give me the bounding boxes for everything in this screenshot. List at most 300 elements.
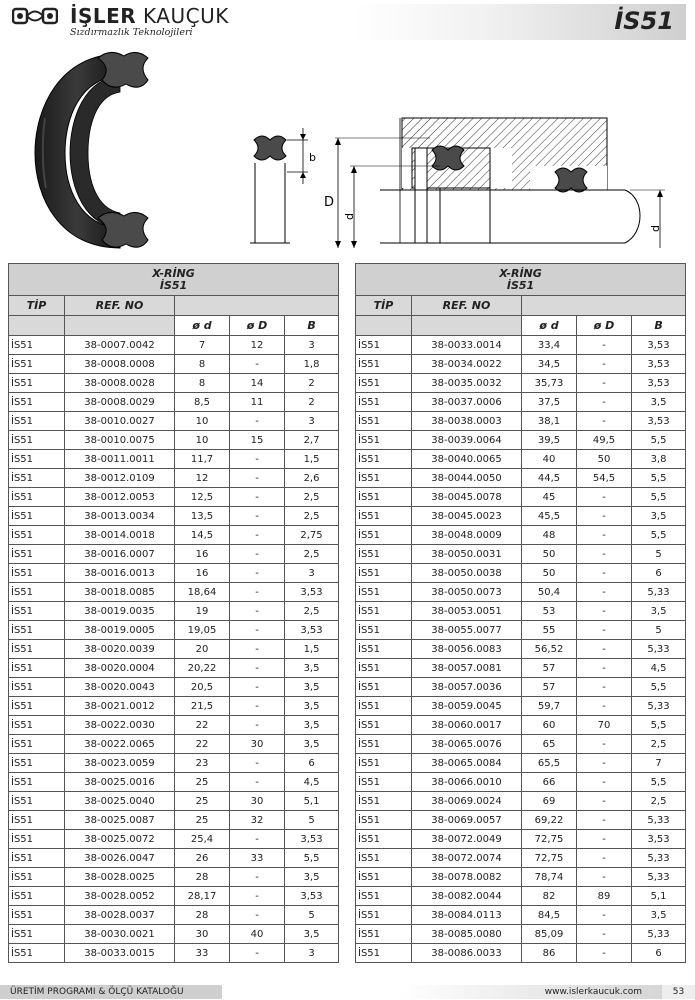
company-logo [12,4,229,42]
cell-outer-diameter: 33 [230,849,285,868]
cell-ref-no: 38-0023.0059 [65,754,175,773]
cell-inner-diameter: 19,05 [175,621,230,640]
cell-outer-diameter: 12 [230,336,285,355]
cell-ref-no: 38-0025.0040 [65,792,175,811]
cell-inner-diameter: 44,5 [522,469,577,488]
cell-inner-diameter: 8 [175,374,230,393]
table-row [356,355,686,374]
cell-outer-diameter: 32 [230,811,285,830]
table-row [9,602,339,621]
cell-inner-diameter: 69 [522,792,577,811]
table-title-line1: X-RİNG [499,266,542,280]
cell-width: 3,5 [285,925,339,944]
cell-outer-diameter: 14 [230,374,285,393]
cell-tip: İS51 [356,355,412,374]
cell-ref-no: 38-0033.0014 [412,336,522,355]
cell-ref-no: 38-0008.0029 [65,393,175,412]
cell-width: 2,5 [285,545,339,564]
cell-outer-diameter: - [577,811,632,830]
cell-ref-no: 38-0039.0064 [412,431,522,450]
cell-width: 2,6 [285,469,339,488]
dimension-D-label: D [324,195,335,210]
cell-width: 3,53 [632,412,686,431]
cell-ref-no: 38-0053.0051 [412,602,522,621]
table-row [356,583,686,602]
cell-ref-no: 38-0019.0035 [65,602,175,621]
cell-width: 5,5 [632,678,686,697]
cell-ref-no: 38-0057.0081 [412,659,522,678]
table-row [356,830,686,849]
table-row [356,621,686,640]
cell-width: 2,5 [632,735,686,754]
cell-outer-diameter: - [577,621,632,640]
cell-ref-no: 38-0010.0075 [65,431,175,450]
cell-outer-diameter: 49,5 [577,431,632,450]
cell-ref-no: 38-0044.0050 [412,469,522,488]
table-row [9,336,339,355]
cell-outer-diameter: - [230,697,285,716]
table-row [9,944,339,963]
cell-tip: İS51 [356,412,412,431]
table-row [356,564,686,583]
cell-inner-diameter: 33,4 [522,336,577,355]
cell-width: 1,8 [285,355,339,374]
cell-tip: İS51 [356,640,412,659]
cell-width: 5,33 [632,697,686,716]
cell-inner-diameter: 20,5 [175,678,230,697]
cell-width: 2 [285,374,339,393]
cell-inner-diameter: 72,75 [522,849,577,868]
cell-width: 3 [285,564,339,583]
cell-width: 1,5 [285,450,339,469]
cell-inner-diameter: 57 [522,659,577,678]
cell-ref-no: 38-0008.0028 [65,374,175,393]
cell-outer-diameter: - [577,735,632,754]
dimension-b-label: b [309,151,316,164]
cell-tip: İS51 [9,488,65,507]
x-ring-3d-render [35,52,148,248]
cell-ref-no: 38-0050.0038 [412,564,522,583]
table-row [9,811,339,830]
table-title-line2: İS51 [506,278,535,292]
cell-outer-diameter: - [577,944,632,963]
cell-tip: İS51 [9,450,65,469]
table-row [9,431,339,450]
cell-tip: İS51 [9,526,65,545]
cell-inner-diameter: 59,7 [522,697,577,716]
table-row [9,925,339,944]
cell-tip: İS51 [9,583,65,602]
cell-tip: İS51 [356,697,412,716]
cell-width: 5,5 [285,849,339,868]
table-subheader-row [9,316,339,336]
cell-outer-diameter: - [577,374,632,393]
assembly-drawing [324,118,665,248]
table-row [356,906,686,925]
cell-inner-diameter: 23 [175,754,230,773]
page-header [0,0,695,44]
cell-inner-diameter: 28 [175,868,230,887]
cell-tip: İS51 [9,906,65,925]
cell-ref-no: 38-0028.0025 [65,868,175,887]
table-row [356,336,686,355]
footer-catalog-title: ÜRETİM PROGRAMI & ÖLÇÜ KATALOĞU [0,985,222,999]
cell-tip: İS51 [9,393,65,412]
cell-ref-no: 38-0008.0008 [65,355,175,374]
right-spec-table [355,263,686,963]
cell-ref-no: 38-0010.0027 [65,412,175,431]
cell-outer-diameter: - [230,640,285,659]
table-row [9,450,339,469]
cell-width: 2 [285,393,339,412]
cell-outer-diameter: 30 [230,735,285,754]
cell-ref-no: 38-0016.0007 [65,545,175,564]
cell-width: 3,5 [632,906,686,925]
cell-outer-diameter: - [577,773,632,792]
col-header-blank [175,296,339,316]
cell-outer-diameter: - [577,830,632,849]
cell-inner-diameter: 30 [175,925,230,944]
cell-inner-diameter: 13,5 [175,507,230,526]
table-row [356,450,686,469]
cell-inner-diameter: 12 [175,469,230,488]
cell-outer-diameter: - [577,906,632,925]
cell-tip: İS51 [356,925,412,944]
cell-tip: İS51 [9,336,65,355]
table-row [9,830,339,849]
cell-inner-diameter: 8 [175,355,230,374]
cell-outer-diameter: - [577,678,632,697]
cell-tip: İS51 [356,621,412,640]
cell-width: 3,5 [285,716,339,735]
cell-inner-diameter: 20,22 [175,659,230,678]
cell-ref-no: 38-0084.0113 [412,906,522,925]
cell-inner-diameter: 34,5 [522,355,577,374]
cell-outer-diameter: - [577,526,632,545]
table-row [356,773,686,792]
cell-tip: İS51 [356,716,412,735]
cell-ref-no: 38-0016.0013 [65,564,175,583]
cell-outer-diameter: - [230,450,285,469]
table-row [9,564,339,583]
cell-ref-no: 38-0055.0077 [412,621,522,640]
cell-outer-diameter: - [230,716,285,735]
cell-tip: İS51 [9,735,65,754]
cell-tip: İS51 [356,754,412,773]
cell-tip: İS51 [356,393,412,412]
table-row [9,488,339,507]
cell-width: 5 [632,545,686,564]
cell-outer-diameter: - [577,545,632,564]
table-row [356,716,686,735]
table-row [356,545,686,564]
cell-outer-diameter: - [230,564,285,583]
cell-inner-diameter: 7 [175,336,230,355]
cell-inner-diameter: 72,75 [522,830,577,849]
cell-tip: İS51 [9,431,65,450]
cell-inner-diameter: 35,73 [522,374,577,393]
cell-outer-diameter: - [577,697,632,716]
cell-outer-diameter: - [577,754,632,773]
sub-blank [412,316,522,336]
cell-inner-diameter: 38,1 [522,412,577,431]
cell-ref-no: 38-0038.0003 [412,412,522,431]
cell-tip: İS51 [9,621,65,640]
cell-inner-diameter: 84,5 [522,906,577,925]
table-row [356,754,686,773]
table-header-row [356,296,686,316]
table-row [9,393,339,412]
cell-ref-no: 38-0072.0074 [412,849,522,868]
table-row [356,526,686,545]
dimension-d-label: d [343,213,356,220]
cell-width: 3,5 [632,393,686,412]
cell-ref-no: 38-0025.0087 [65,811,175,830]
cell-width: 7 [632,754,686,773]
cell-width: 3,53 [632,374,686,393]
cell-outer-diameter: 40 [230,925,285,944]
cell-outer-diameter: - [230,678,285,697]
cell-tip: İS51 [356,887,412,906]
cell-tip: İS51 [9,849,65,868]
cell-tip: İS51 [9,868,65,887]
cell-inner-diameter: 55 [522,621,577,640]
brand-tagline: Sızdırmazlık Teknolojileri [70,27,193,38]
cell-inner-diameter: 39,5 [522,431,577,450]
table-row [356,811,686,830]
table-row [356,944,686,963]
cell-inner-diameter: 28,17 [175,887,230,906]
table-row [9,906,339,925]
cell-ref-no: 38-0050.0031 [412,545,522,564]
cell-width: 3,5 [285,697,339,716]
cell-tip: İS51 [9,887,65,906]
logo-mark-icon [12,6,58,26]
cell-outer-diameter: - [577,412,632,431]
cell-width: 2,5 [285,507,339,526]
table-row [356,393,686,412]
cell-width: 3,5 [285,678,339,697]
cell-inner-diameter: 48 [522,526,577,545]
cell-width: 5,33 [632,925,686,944]
table-row [9,412,339,431]
cell-inner-diameter: 60 [522,716,577,735]
cell-outer-diameter: - [577,507,632,526]
cell-ref-no: 38-0069.0057 [412,811,522,830]
product-code-title: İS51 [614,7,674,35]
table-row [9,621,339,640]
cell-ref-no: 38-0011.0011 [65,450,175,469]
table-row [356,849,686,868]
cell-outer-diameter: - [230,887,285,906]
cell-width: 5,1 [632,887,686,906]
table-row [356,374,686,393]
table-row [356,735,686,754]
table-title-line2: İS51 [159,278,188,292]
cell-ref-no: 38-0020.0039 [65,640,175,659]
cell-width: 4,5 [285,773,339,792]
table-title [356,264,686,296]
cell-inner-diameter: 37,5 [522,393,577,412]
cell-tip: İS51 [9,830,65,849]
sub-blank [65,316,175,336]
col-header-d: ø d [522,316,577,336]
cell-outer-diameter: - [230,773,285,792]
cell-outer-diameter: - [230,412,285,431]
cell-tip: İS51 [356,431,412,450]
cell-inner-diameter: 22 [175,716,230,735]
cell-inner-diameter: 20 [175,640,230,659]
table-row [9,678,339,697]
cell-inner-diameter: 16 [175,564,230,583]
cell-outer-diameter: - [230,583,285,602]
cell-inner-diameter: 25,4 [175,830,230,849]
cell-width: 5,1 [285,792,339,811]
brand-name-rest: KAUÇUK [143,4,229,28]
cell-tip: İS51 [356,526,412,545]
cell-tip: İS51 [9,925,65,944]
cell-tip: İS51 [356,868,412,887]
cell-inner-diameter: 33 [175,944,230,963]
table-title-row [9,264,339,296]
footer-website[interactable]: www.islerkaucuk.com [400,985,662,999]
cell-tip: İS51 [9,640,65,659]
cell-inner-diameter: 8,5 [175,393,230,412]
cell-ref-no: 38-0028.0037 [65,906,175,925]
cell-tip: İS51 [356,602,412,621]
table-row [356,887,686,906]
cell-inner-diameter: 85,09 [522,925,577,944]
cell-inner-diameter: 82 [522,887,577,906]
cell-ref-no: 38-0086.0033 [412,944,522,963]
cell-width: 2,7 [285,431,339,450]
cell-width: 3,5 [285,868,339,887]
cell-ref-no: 38-0012.0053 [65,488,175,507]
cell-ref-no: 38-0085.0080 [412,925,522,944]
table-title [9,264,339,296]
cell-width: 3,53 [285,887,339,906]
cell-width: 4,5 [632,659,686,678]
table-row [9,716,339,735]
dimension-d-right-label: d [649,225,662,232]
cell-ref-no: 38-0066.0010 [412,773,522,792]
table-title-row [356,264,686,296]
left-table-body [9,336,339,963]
table-row [9,545,339,564]
cell-tip: İS51 [356,488,412,507]
cell-outer-diameter: - [577,583,632,602]
cell-inner-diameter: 66 [522,773,577,792]
table-row [9,887,339,906]
cell-inner-diameter: 25 [175,773,230,792]
cell-tip: İS51 [356,830,412,849]
cell-tip: İS51 [9,507,65,526]
page-number: 53 [662,985,695,999]
cell-ref-no: 38-0030.0021 [65,925,175,944]
cell-inner-diameter: 16 [175,545,230,564]
cell-ref-no: 38-0069.0024 [412,792,522,811]
cell-ref-no: 38-0025.0072 [65,830,175,849]
cell-tip: İS51 [9,469,65,488]
cell-tip: İS51 [9,659,65,678]
cell-tip: İS51 [356,336,412,355]
cell-outer-diameter: - [230,526,285,545]
cell-inner-diameter: 86 [522,944,577,963]
cell-tip: İS51 [356,792,412,811]
cell-tip: İS51 [356,811,412,830]
cell-width: 5,5 [632,526,686,545]
table-row [9,735,339,754]
cell-ref-no: 38-0025.0016 [65,773,175,792]
cell-tip: İS51 [356,469,412,488]
col-header-d: ø d [175,316,230,336]
col-header-blank [522,296,686,316]
cell-ref-no: 38-0078.0082 [412,868,522,887]
table-row [356,925,686,944]
cross-section-drawing [250,128,316,243]
cell-inner-diameter: 10 [175,412,230,431]
cell-inner-diameter: 22 [175,735,230,754]
cell-tip: İS51 [9,412,65,431]
col-header-B: B [632,316,686,336]
cell-width: 6 [285,754,339,773]
table-header-row [9,296,339,316]
cell-ref-no: 38-0035.0032 [412,374,522,393]
cell-width: 5,5 [632,431,686,450]
cell-tip: İS51 [356,564,412,583]
cell-width: 3 [285,412,339,431]
cell-tip: İS51 [356,583,412,602]
cell-inner-diameter: 50 [522,545,577,564]
cell-outer-diameter: - [230,944,285,963]
cell-width: 3,5 [632,507,686,526]
cell-inner-diameter: 11,7 [175,450,230,469]
cell-width: 5,33 [632,583,686,602]
cell-width: 6 [632,944,686,963]
cell-outer-diameter: - [230,621,285,640]
cell-tip: İS51 [356,659,412,678]
cell-tip: İS51 [9,374,65,393]
cell-tip: İS51 [9,944,65,963]
cell-inner-diameter: 10 [175,431,230,450]
cell-width: 3 [285,336,339,355]
cell-width: 5,5 [632,773,686,792]
cell-outer-diameter: - [230,754,285,773]
cell-ref-no: 38-0021.0012 [65,697,175,716]
cell-width: 3,8 [632,450,686,469]
cell-ref-no: 38-0034.0022 [412,355,522,374]
cell-tip: İS51 [356,849,412,868]
col-header-ref: REF. NO [412,296,522,316]
cell-outer-diameter: - [577,393,632,412]
cell-inner-diameter: 14,5 [175,526,230,545]
cell-inner-diameter: 69,22 [522,811,577,830]
cell-ref-no: 38-0022.0065 [65,735,175,754]
cell-width: 1,5 [285,640,339,659]
table-row [9,754,339,773]
cell-inner-diameter: 18,64 [175,583,230,602]
cell-inner-diameter: 45 [522,488,577,507]
cell-ref-no: 38-0007.0042 [65,336,175,355]
cell-width: 3,53 [632,830,686,849]
cell-inner-diameter: 57 [522,678,577,697]
cell-outer-diameter: - [577,602,632,621]
cell-tip: İS51 [356,773,412,792]
cell-inner-diameter: 45,5 [522,507,577,526]
table-row [9,697,339,716]
cell-tip: İS51 [9,678,65,697]
cell-tip: İS51 [356,545,412,564]
